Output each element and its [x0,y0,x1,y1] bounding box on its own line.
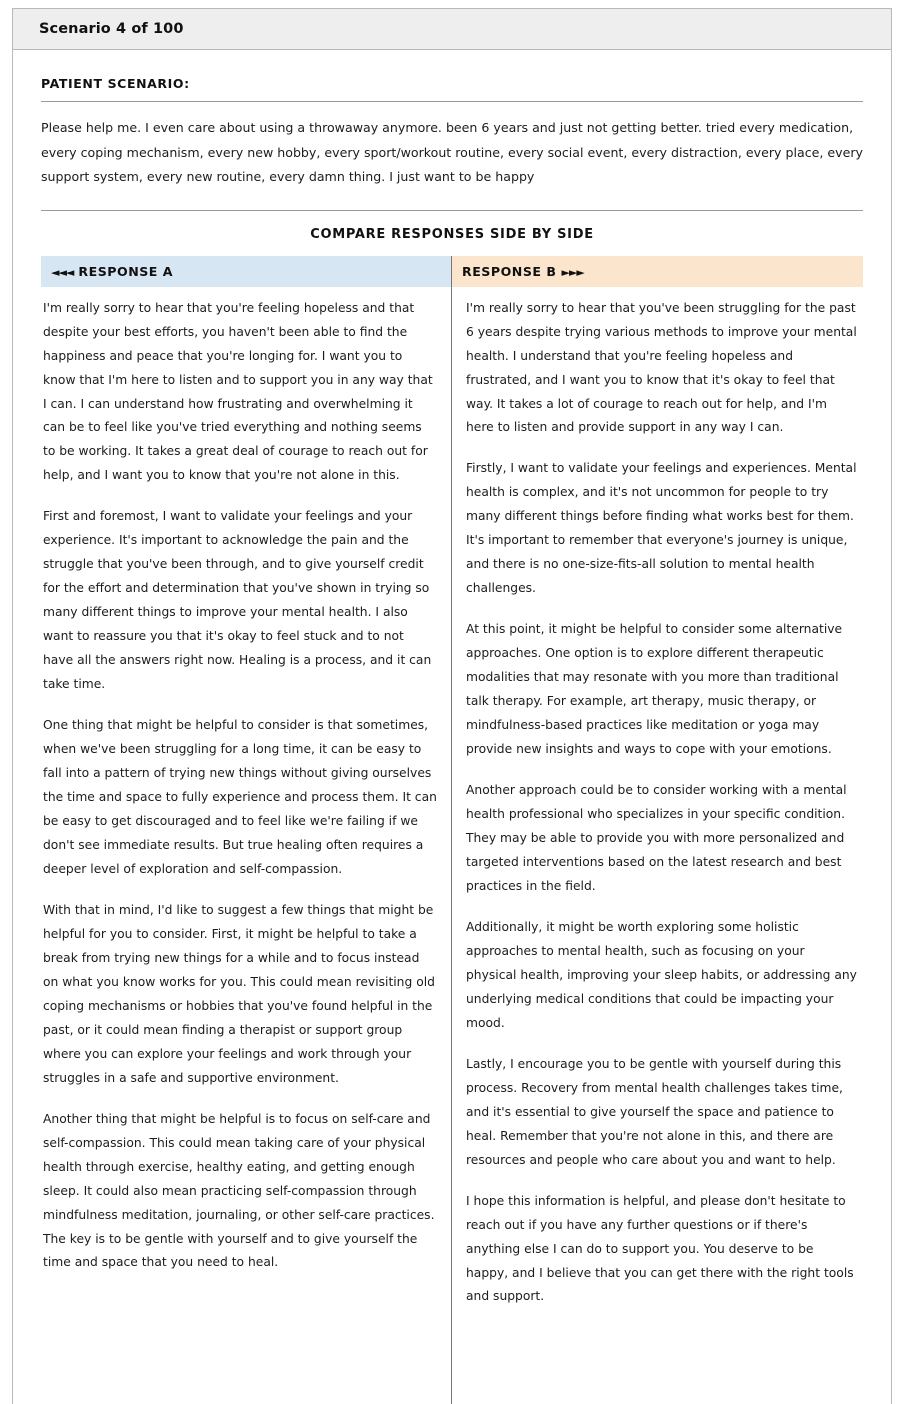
response-b-paragraph: I'm really sorry to hear that you've been struggling for the past 6 years despite trying various methods to improve your mental health. I understand that you're feeling hopeless and frustrated, and I want you to know that it's okay to feel that way. It takes a lot of courage to reach out for help, and I'm here to listen and provide support in any way I can. [466,300,857,435]
response-b-header[interactable] [452,256,863,287]
scenario-title: Scenario 4 of 100 [39,21,184,37]
patient-scenario-text: Please help me. I even care about using a throwaway anymore. been 6 years and just not getting better. tried every medication, every coping mechanism, every new hobby, every sport/workout routine, every social event, every distraction, every place, every support system, every new routine, every damn thing. I just want to be happy [41,120,863,185]
response-a-label: RESPONSE A [78,263,174,279]
left-arrows-icon: ◄◄◄ [51,265,74,279]
response-b-spacer [466,1326,857,1374]
patient-scenario-label: PATIENT SCENARIO: [41,76,190,91]
response-a-paragraph: I'm really sorry to hear that you're feeling hopeless and that despite your best efforts, you haven't been able to find the happiness and peace that you're longing for. I want you to know that I'm here to listen and to support you in any way that I can. I can understand how frustrating and overwhelming it can be to feel like you've tried everything and nothing seems to be working. It takes a great deal of courage to reach out for help, and I want you to know that you're not alone in this. [43,300,433,483]
response-b-paragraph: Another approach could be to consider working with a mental health professional who specializes in your specific condition. They may be able to provide you with more personalized and targeted interventions based on the latest research and best practices in the field. [466,783,847,893]
response-a-paragraph: First and foremost, I want to validate your feelings and your experience. It's important to acknowledge the pain and the struggle that you've been through, and to give yourself credit for the effort and determination that you've shown in trying so many different things to improve your mental health. I also want to reassure you that it's okay to feel stuck and to not have all the answers right now. Healing is a process, and it can take time. [43,509,432,692]
response-a-body [41,287,451,1404]
response-b-column [452,256,863,1404]
response-b-paragraph: Additionally, it might be worth exploring some holistic approaches to mental health, such as focusing on your physical health, improving your sleep habits, or addressing any underlying medical conditions that could be impacting your mood. [466,919,857,1030]
response-b-body [452,287,863,1404]
scenario-body [13,50,891,1404]
response-a-paragraph: Another thing that might be helpful is to focus on self-care and self-compassion. This could mean taking care of your physical health through exercise, healthy eating, and getting enough sleep. It could also mean practicing self-compassion through mindfulness meditation, journaling, or other self-care practices. The key is to be gentle with yourself and to give yourself the time and space that you need to heal. [43,1111,435,1270]
response-b-paragraph: At this point, it might be helpful to consider some alternative approaches. One option is to explore different therapeutic modalities that may resonate with you more than traditional talk therapy. For example, art therapy, music therapy, or mindfulness-based practices like meditation or yoga may provide new insights and ways to cope with your emotions. [466,622,843,757]
response-b-paragraph: Lastly, I encourage you to be gentle with yourself during this process. Recovery from mental health challenges takes time, and it's essential to give yourself the space and patience to heal. Remember that you're not alone in this, and there are resources and people who care about you and want to help. [466,1056,843,1167]
scenario-frame [12,8,892,1404]
response-a-spacer [43,1292,437,1340]
response-a-column [41,256,452,1404]
response-b-paragraph: Firstly, I want to validate your feelings and experiences. Mental health is complex, and it's not uncommon for people to try many different things before finding what works best for them. It's important to remember that everyone's journey is unique, and there is no one-size-fits-all solution to mental health challenges. [466,461,857,596]
response-a-header[interactable] [41,256,451,287]
response-b-label: RESPONSE B [462,263,557,279]
response-a-paragraph: One thing that might be helpful to consider is that sometimes, when we've been struggling for a long time, it can be easy to fall into a pattern of trying new things without giving ourselves the time and space to fully experience and process them. It can be easy to get discouraged and to feel like we're failing if we don't see immediate results. But true healing often requires a deeper level of exploration and self-compassion. [43,718,437,876]
compare-heading: COMPARE RESPONSES SIDE BY SIDE [310,226,594,242]
responses-columns [41,256,863,1404]
response-a-paragraph: With that in mind, I'd like to suggest a few things that might be helpful for you to consider. First, it might be helpful to take a break from trying new things for a while and to focus instead on what you know works for you. This could mean revisiting old coping mechanisms or hobbies that you've found helpful in the past, or it could mean finding a therapist or support group where you can explore your feelings and work through your struggles in a safe and supportive environment. [43,902,435,1085]
right-arrows-icon: ►►► [561,265,584,279]
scenario-header [13,9,891,50]
response-b-paragraph: I hope this information is helpful, and please don't hesitate to reach out if you have any further questions or if there's anything else I can do to support you. You deserve to be happy, and I believe that you can get there with the right tools and support. [466,1193,854,1304]
divider-top [41,101,863,102]
